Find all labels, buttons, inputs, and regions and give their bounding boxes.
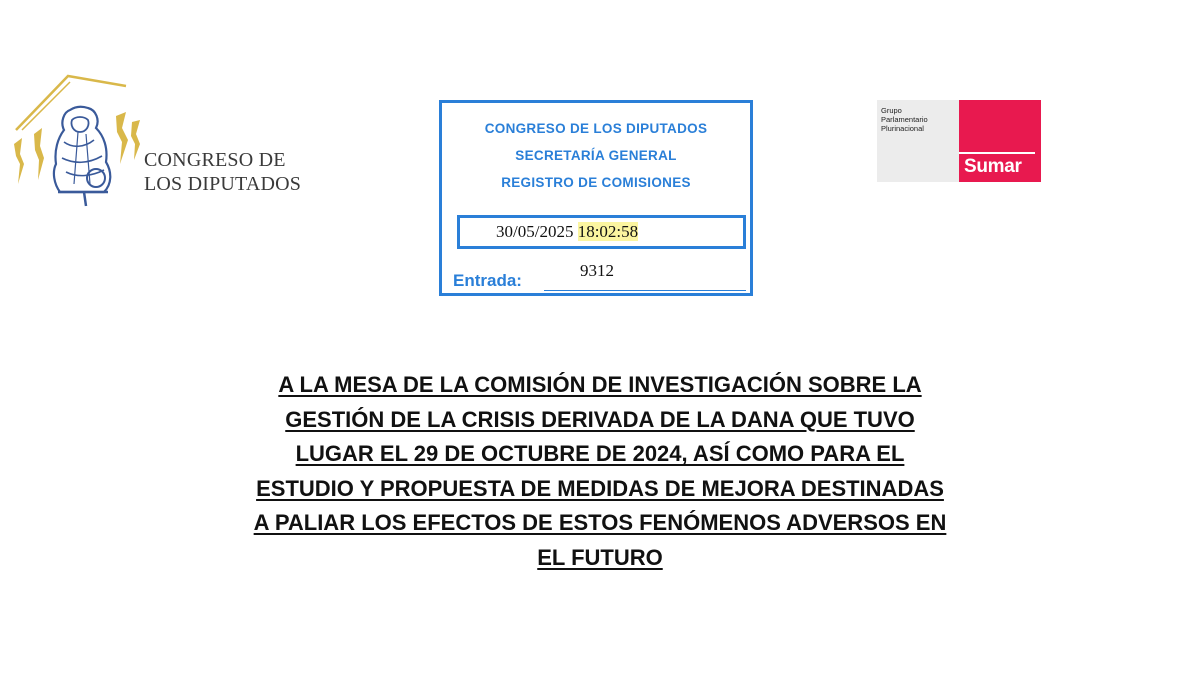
title-line: EL FUTURO (537, 544, 663, 570)
congreso-logo-line2: LOS DIPUTADOS (144, 173, 302, 195)
stamp-datetime-box (457, 215, 746, 249)
stamp-entrada-value: 9312 (580, 261, 614, 280)
stamp-department: SECRETARÍA GENERAL (515, 148, 677, 163)
stamp-entrada-label: Entrada: (453, 271, 522, 290)
title-line: GESTIÓN DE LA CRISIS DERIVADA DE LA DANA QUE TUVO (285, 406, 915, 432)
title-line: A PALIAR LOS EFECTOS DE ESTOS FENÓMENOS ADVERSOS EN (253, 510, 947, 535)
congreso-logo-line1: CONGRESO DE (144, 149, 286, 171)
sumar-logo-rule (959, 152, 1035, 154)
congreso-logo (8, 68, 338, 218)
stamp-date: 30/05/2025 (496, 222, 574, 241)
sumar-grupo-line2: Parlamentario (881, 115, 928, 124)
sumar-logo (877, 100, 1041, 182)
stamp-entrada-line (544, 290, 746, 291)
registration-stamp (439, 100, 753, 296)
title-line: A LA MESA DE LA COMISIÓN DE INVESTIGACIÓN SOBRE LA (278, 372, 922, 397)
stamp-time: 18:02:58 (577, 222, 639, 241)
stamp-registry: REGISTRO DE COMISIONES (501, 175, 691, 190)
sumar-grupo-text (881, 106, 928, 133)
sumar-grupo-line3: Plurinacional (881, 124, 924, 133)
title-line: LUGAR EL 29 DE OCTUBRE DE 2024, ASÍ COMO PARA EL (295, 441, 905, 466)
document-title (100, 368, 1100, 575)
congreso-emblem-icon (8, 68, 148, 208)
congreso-logo-text (144, 148, 301, 196)
title-line: ESTUDIO Y PROPUESTA DE MEDIDAS DE MEJORA DESTINADAS (256, 475, 944, 501)
sumar-wordmark: Sumar (964, 156, 1022, 177)
sumar-grupo-line1: Grupo (881, 106, 902, 115)
stamp-institution: CONGRESO DE LOS DIPUTADOS (484, 121, 708, 136)
